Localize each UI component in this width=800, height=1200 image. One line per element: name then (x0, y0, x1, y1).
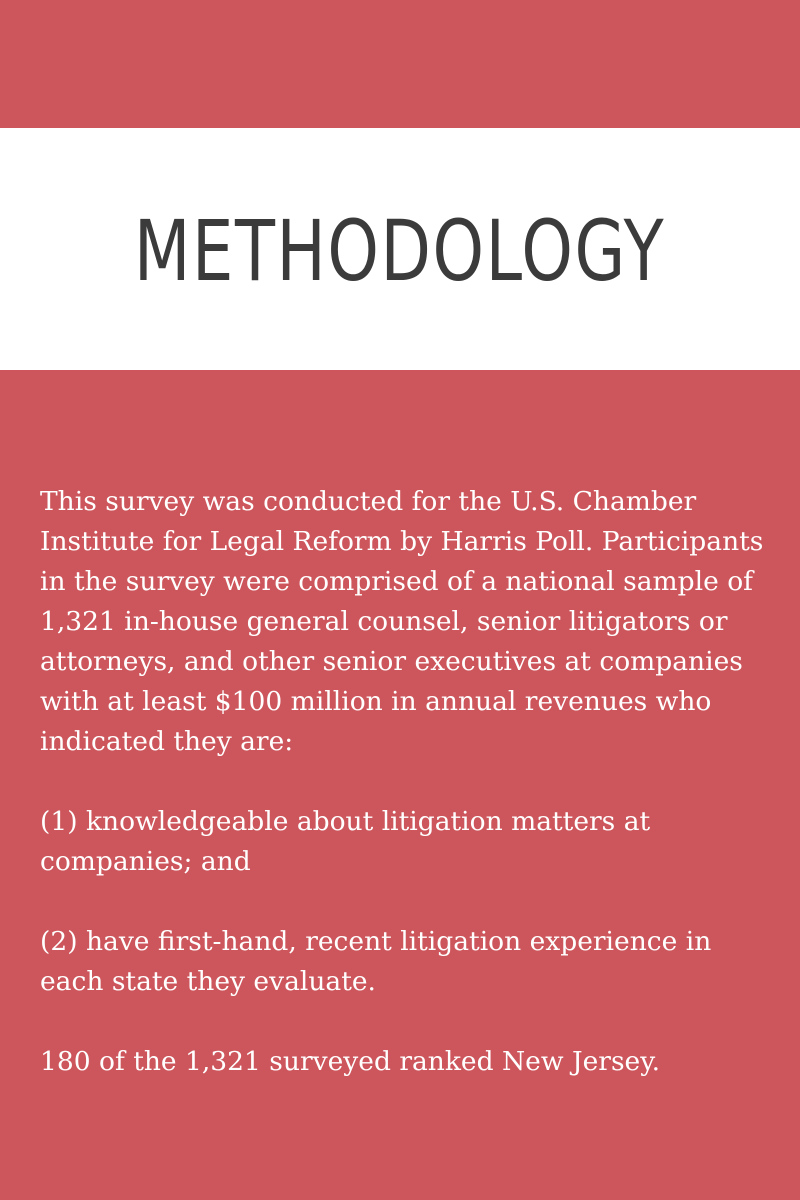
methodology-text (40, 482, 770, 1082)
paragraph-survey-description: This survey was conducted for the U.S. Chamber Institute for Legal Reform by Harris Poll. Participants in the survey were comprised of a national sample of 1,321 in-house general counsel, senior litigators or attorneys, and other senior executives at companies with at least $100 million in annual revenues who indicated they are: (40, 486, 764, 757)
body-area (0, 370, 800, 1200)
paragraph-criterion-1: (1) knowledgeable about litigation matters at companies; and (40, 806, 651, 877)
paragraph-criterion-2: (2) have first-hand, recent litigation experience in each state they evaluate. (40, 926, 712, 997)
page-title: METHODOLOGY (134, 202, 666, 300)
paragraph-new-jersey-count: 180 of the 1,321 surveyed ranked New Jersey. (40, 1046, 661, 1077)
top-color-band (0, 0, 800, 128)
title-band (0, 128, 800, 370)
